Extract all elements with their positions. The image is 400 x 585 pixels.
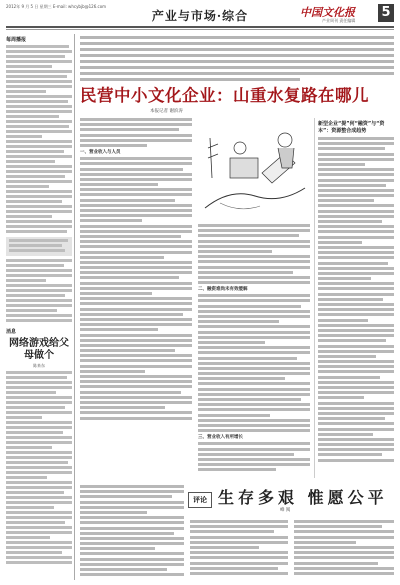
column-divider-right <box>314 118 315 478</box>
commentary-column-2 <box>294 520 394 580</box>
left-boxed-item <box>6 237 72 256</box>
newspaper-logo: 中国文化报 <box>300 6 355 19</box>
column-divider <box>74 34 75 580</box>
subheading-1: 一、营业收入与人员 <box>80 150 121 156</box>
logo-subline: 产业周刊 责任编辑 <box>322 18 356 23</box>
left-text-block-2 <box>6 259 72 324</box>
commentary-tag: 评论 <box>188 492 212 508</box>
left-article-title: 网络游戏给父母做个 <box>9 338 69 361</box>
section-title: 产业与市场·综合 <box>151 9 249 23</box>
left-section-head: 每周播报 <box>6 37 27 43</box>
commentary-author: 峰 阅 <box>280 508 291 513</box>
page-number: 5 <box>378 4 394 22</box>
main-byline: 本报记者 谢滨涛 <box>150 109 183 114</box>
side-article-title: 新型企业“提”何“融资”与“资本”：资源整合成趋势 <box>318 121 385 134</box>
subheading-3: 三、营业收入有所增长 <box>198 435 243 441</box>
intro-paragraph <box>80 36 394 84</box>
commentary-column-1 <box>190 520 288 580</box>
main-headline: 民营中小文化企业：山重水复路在哪儿 <box>80 86 369 105</box>
commentary-title: 生存多艰 惟愿公平 <box>218 488 388 507</box>
article-column-1 <box>80 118 192 478</box>
subheading-2: 二、融资难尚未有效缓解 <box>198 287 248 293</box>
article-column-2 <box>198 224 310 478</box>
header-rule-thin <box>6 29 394 30</box>
header-rule <box>6 26 394 28</box>
editorial-cartoon <box>200 118 310 220</box>
left-text-block-3 <box>6 371 72 571</box>
left-article-author: 陈来东 <box>33 363 45 368</box>
commentary-header <box>188 485 388 515</box>
left-news-head: 消息 <box>6 329 17 335</box>
left-column <box>6 34 72 580</box>
article-column-3 <box>318 118 394 480</box>
article-bottom-left <box>80 485 184 580</box>
issue-date-line: 2012年 9 月 5 日 星期三 E-mail: whcybjb@126.com <box>6 4 107 9</box>
left-text-block-1 <box>6 45 72 235</box>
